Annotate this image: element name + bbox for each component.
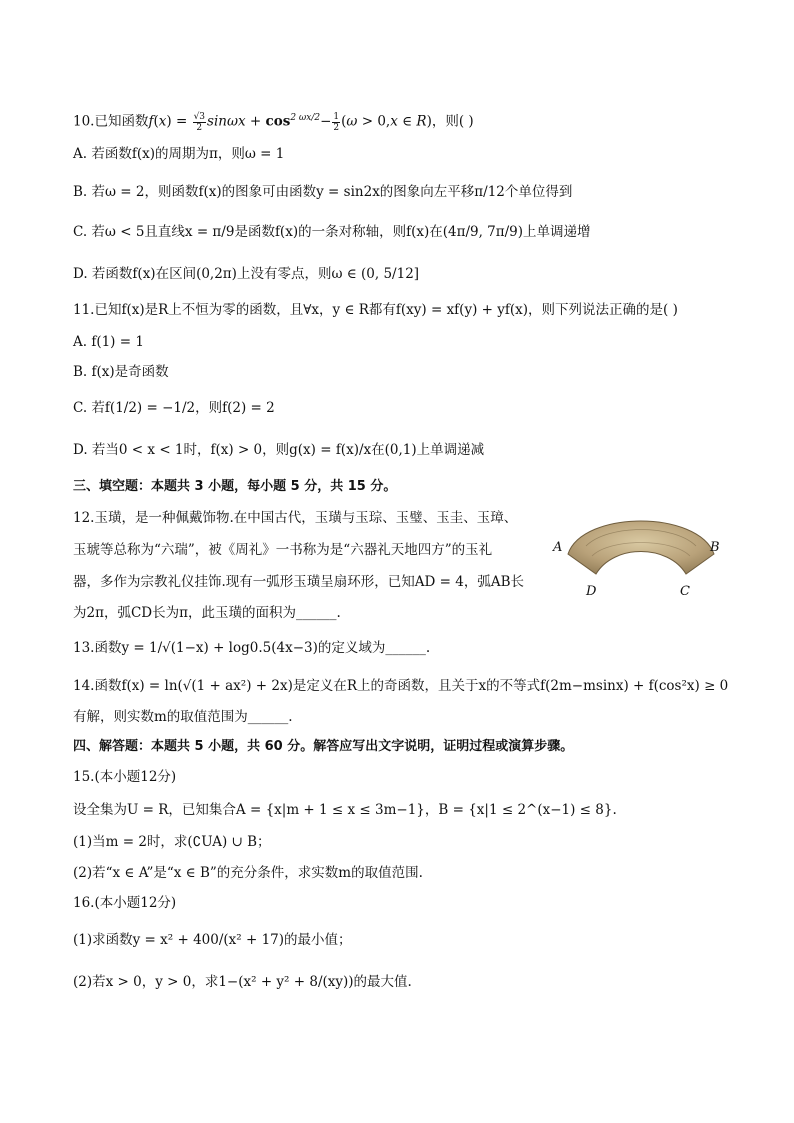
q11-option-d: D. 若当0 < x < 1时，f(x) > 0，则g(x) = f(x)/x在(0,1)上单调递减 bbox=[73, 442, 485, 458]
q11-option-a: A. f(1) = 1 bbox=[73, 334, 144, 350]
fig-label-b: B bbox=[710, 540, 720, 555]
jade-huang-figure bbox=[548, 508, 734, 600]
q12-line-2: 玉琥等总称为“六瑞”，被《周礼》一书称为是“六器礼天地四方”的玉礼 bbox=[73, 542, 493, 558]
q10-stem-prefix: 10.已知函数 bbox=[73, 113, 149, 130]
q11-stem: 11.已知f(x)是R上不恒为零的函数，且∀x，y ∈ R都有f(xy) = xf(y) + yf(x)，则下列说法正确的是( ) bbox=[73, 302, 678, 318]
q15-title: 15.(本小题12分) bbox=[73, 769, 177, 785]
fig-label-d: D bbox=[586, 584, 597, 599]
q10-option-d: D. 若函数f(x)在区间(0,2π)上没有零点，则ω ∈ (0, 5/12] bbox=[73, 266, 420, 282]
q10-r: R bbox=[416, 113, 427, 130]
q10-x-in-r: x bbox=[390, 113, 398, 130]
q10-frac-sqrt3-2: $\frac{√3}{2}$ bbox=[193, 111, 206, 133]
q10-cos-exp: 2 ωx/2 bbox=[290, 113, 321, 123]
q10-frac-half: $\frac{1}{2}$ bbox=[333, 111, 340, 133]
q10-option-c: C. 若ω < 5且直线x = π/9是函数f(x)的一条对称轴，则f(x)在(4π/9, 7π/9)上单调递增 bbox=[73, 224, 591, 240]
q10-stem-suffix: ，则( ) bbox=[431, 113, 474, 130]
q15-part-1: (1)当m = 2时，求(∁UA) ∪ B； bbox=[73, 834, 271, 850]
q16-part-2: (2)若x > 0，y > 0，求1−(x² + y² + 8/(xy))的最大值. bbox=[73, 974, 412, 990]
section-4-heading: 四、解答题：本题共 5 小题，共 60 分。解答应写出文字说明，证明过程或演算步骤。 bbox=[73, 739, 574, 754]
q10-sinwx: sinωx bbox=[207, 113, 246, 130]
q13-stem: 13.函数y = 1/√(1−x) + log0.5(4x−3)的定义域为______. bbox=[73, 640, 431, 656]
q10-option-a: A. 若函数f(x)的周期为π，则ω = 1 bbox=[73, 146, 285, 162]
q11-option-c: C. 若f(1/2) = −1/2，则f(2) = 2 bbox=[73, 400, 275, 416]
q14-line-1: 14.函数f(x) = ln(√(1 + ax²) + 2x)是定义在R上的奇函数，且关于x的不等式f(2m−msinx) + f(cos²x) ≥ 0 bbox=[73, 678, 729, 694]
q12-line-1: 12.玉璜，是一种佩戴饰物.在中国古代，玉璜与玉琮、玉璧、玉圭、玉璋、 bbox=[73, 510, 518, 526]
q10-condition: ω bbox=[346, 113, 358, 130]
q10-option-b: B. 若ω = 2，则函数f(x)的图象可由函数y = sin2x的图象向左平移π/12个单位得到 bbox=[73, 184, 573, 200]
q16-part-1: (1)求函数y = x² + 400/(x² + 17)的最小值； bbox=[73, 932, 352, 948]
q12-line-4: 为2π，弧CD长为π，此玉璜的面积为______. bbox=[73, 605, 341, 621]
q11-option-b: B. f(x)是奇函数 bbox=[73, 364, 169, 380]
q16-title: 16.(本小题12分) bbox=[73, 895, 177, 911]
section-3-heading: 三、填空题：本题共 3 小题，每小题 5 分，共 15 分。 bbox=[73, 479, 397, 494]
q15-body: 设全集为U = R，已知集合A = {x|m + 1 ≤ x ≤ 3m−1}，B = {x|1 ≤ 2^(x−1) ≤ 8}. bbox=[73, 802, 617, 818]
q12-line-3: 器，多作为宗教礼仪挂饰.现有一弧形玉璜呈扇环形，已知AD = 4，弧AB长 bbox=[73, 574, 525, 590]
q10-function-formula: f bbox=[148, 113, 154, 130]
jade-huang-image bbox=[548, 508, 734, 600]
fig-label-c: C bbox=[680, 584, 690, 599]
q10-var-x: x bbox=[158, 113, 167, 130]
q10-stem: 10.已知函数f(x) = $\frac{√3}{2}$ $\sin\omega x + \cos^{2 \omega x/2}-$ $\frac{1}{2}$ (ω > 0,x ∈ R)，则( ) bbox=[73, 111, 474, 133]
q15-part-2: (2)若“x ∈ A”是“x ∈ B”的充分条件，求实数m的取值范围. bbox=[73, 865, 423, 881]
q10-cos: cos bbox=[265, 113, 291, 130]
q14-line-2: 有解，则实数m的取值范围为______. bbox=[73, 709, 293, 725]
fig-label-a: A bbox=[553, 540, 563, 555]
